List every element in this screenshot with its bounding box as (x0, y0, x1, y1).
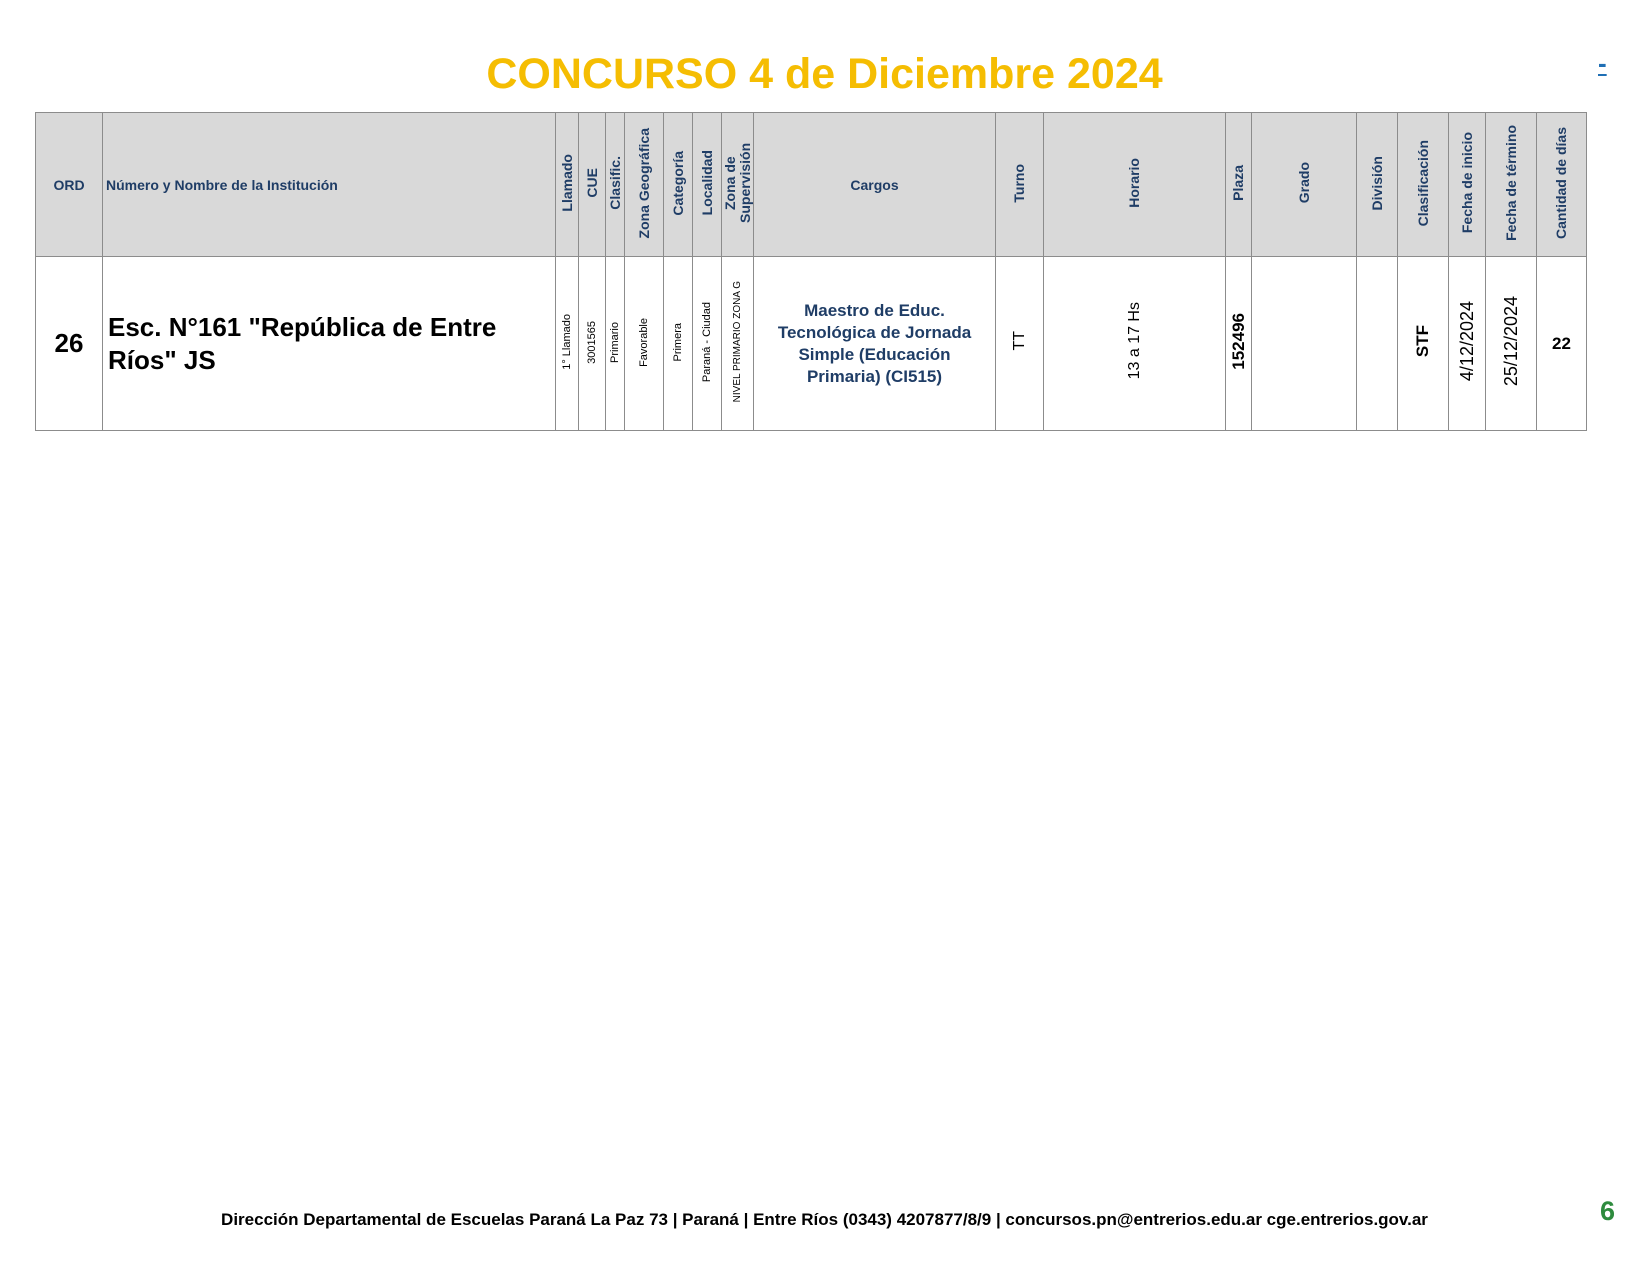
header-institucion: Número y Nombre de la Institución (103, 113, 556, 257)
header-horario: Horario (1044, 113, 1226, 257)
cell-clasific: Primario (606, 257, 625, 431)
header-localidad: Localidad (693, 113, 722, 257)
header-ord: ORD (36, 113, 103, 257)
header-llamado: Llamado (556, 113, 579, 257)
cell-turno: TT (996, 257, 1044, 431)
header-grado: Grado (1252, 113, 1357, 257)
cell-cantidad-dias: 22 (1537, 257, 1587, 431)
cell-cargos: Maestro de Educ. Tecnológica de Jornada Simple (Educación Primaria) (CI515) (754, 257, 996, 431)
header-row (36, 113, 1587, 257)
header-zona-supervision: Zona de Supervisión (722, 113, 754, 257)
cell-horario: 13 a 17 Hs (1044, 257, 1226, 431)
cell-llamado: 1° Llamado (556, 257, 579, 431)
cell-fecha-inicio: 4/12/2024 (1449, 257, 1486, 431)
cell-zona-geografica: Favorable (625, 257, 664, 431)
cell-clasificacion: STF (1398, 257, 1449, 431)
cell-grado (1252, 257, 1357, 431)
cell-ord: 26 (36, 257, 103, 431)
header-clasific: Clasific. (606, 113, 625, 257)
cell-institucion: Esc. N°161 "República de Entre Ríos" JS (103, 257, 556, 431)
page-title: CONCURSO 4 de Diciembre 2024 (486, 50, 1163, 98)
header-division: División (1357, 113, 1398, 257)
cell-fecha-termino: 25/12/2024 (1486, 257, 1537, 431)
header-cue: CUE (579, 113, 606, 257)
page-number: 6 (1600, 1196, 1616, 1226)
footer-contact: Dirección Departamental de Escuelas Paraná La Paz 73 | Paraná | Entre Ríos (0343) 4207877/8/9 | concursos.pn@entrerios.edu.ar cge.entrerios.gov.ar (221, 1210, 1428, 1229)
header-categoria: Categoría (664, 113, 693, 257)
cell-localidad: Paraná - Ciudad (693, 257, 722, 431)
header-cargos: Cargos (754, 113, 996, 257)
cell-categoria: Primera (664, 257, 693, 431)
cell-zona-supervision: NIVEL PRIMARIO ZONA G (722, 257, 754, 431)
header-zona-geografica: Zona Geográfica (625, 113, 664, 257)
header-cantidad-dias: Cantidad de días (1537, 113, 1587, 257)
concurso-table (35, 112, 1587, 431)
header-fecha-termino: Fecha de término (1486, 113, 1537, 257)
header-clasificacion: Clasificación (1398, 113, 1449, 257)
header-fecha-inicio: Fecha de inicio (1449, 113, 1486, 257)
header-turno: Turno (996, 113, 1044, 257)
cell-plaza: 152496 (1226, 257, 1252, 431)
cell-division (1357, 257, 1398, 431)
header-plaza: Plaza (1226, 113, 1252, 257)
corner-link[interactable]: - (1598, 48, 1607, 78)
cell-cue: 3001565 (579, 257, 606, 431)
table-row (36, 257, 1587, 431)
